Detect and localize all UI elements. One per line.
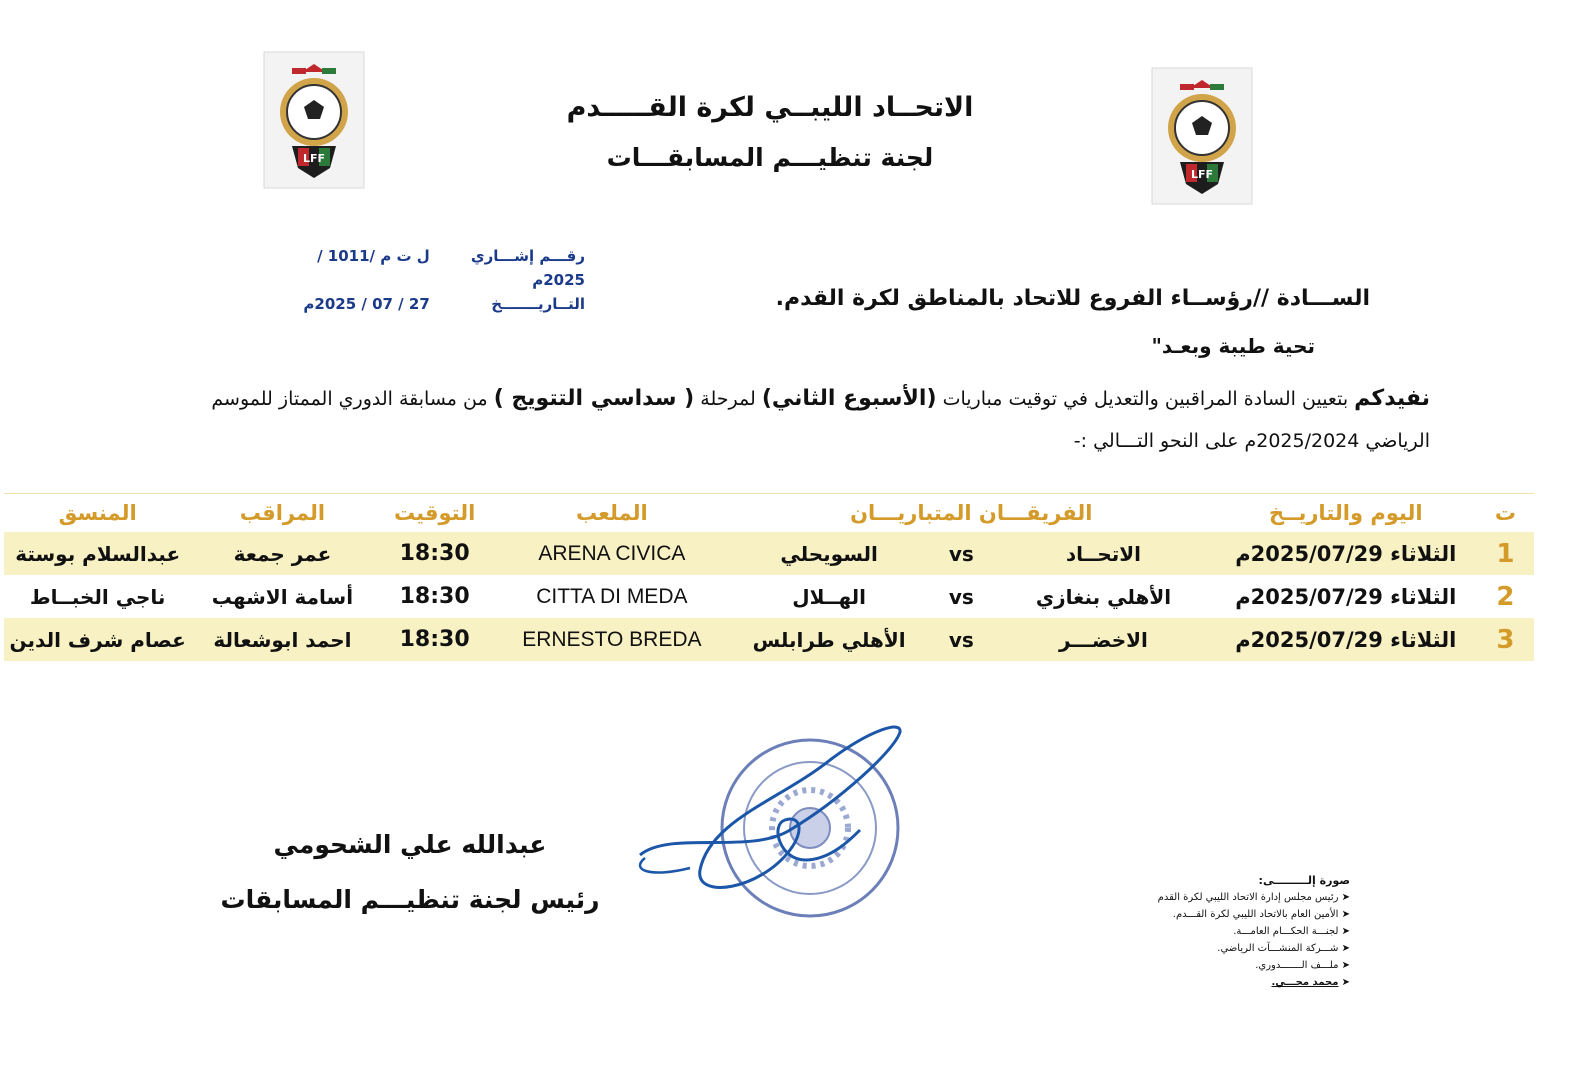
row-date: الثلاثاء 2025/07/29م [1215, 618, 1477, 661]
date-label: التــاريـــــــخ [491, 295, 585, 313]
col-venue: الملعب [496, 494, 728, 533]
cc-item: ➤ رئيس مجلس إدارة الاتحاد الليبي لكرة القدم [1157, 892, 1350, 903]
row-num: 3 [1477, 618, 1534, 661]
logo-text: LFF [302, 152, 326, 165]
cc-item: ➤ الأمين العام بالاتحاد الليبي لكرة القـــدم. [1172, 909, 1350, 920]
para-stage: ( سداسي التتويج ) [493, 386, 695, 411]
lff-logo-right [1150, 66, 1254, 206]
col-date: اليوم والتاريــخ [1215, 494, 1477, 533]
row-num: 2 [1477, 575, 1534, 618]
signatory-title: رئيس لجنة تنظيـــم المسابقات [220, 885, 600, 914]
col-observer: المراقب [191, 494, 373, 533]
row-team1: الاخضـــر [992, 618, 1214, 661]
row-time: 18:30 [374, 618, 496, 661]
cc-item: ➤ ملـــف الـــــــدوري. [1255, 960, 1350, 971]
row-venue: CITTA DI MEDA [496, 575, 728, 618]
row-observer: أسامة الاشهب [191, 575, 373, 618]
table-row [4, 575, 1534, 618]
row-coordinator: ناجي الخبــاط [4, 575, 191, 618]
row-date: الثلاثاء 2025/07/29م [1215, 575, 1477, 618]
signatory-name: عبدالله علي الشحومي [273, 830, 547, 859]
ref-label: رقـــم إشـــاري [470, 247, 585, 265]
para-line2: الرياضي 2025/2024م على النحو التـــالي :- [1073, 430, 1430, 452]
col-num: ت [1477, 494, 1534, 533]
row-time: 18:30 [374, 575, 496, 618]
lff-logo-left [262, 50, 366, 190]
cc-item: ➤ شـــركة المنشـــآت الرياضي. [1217, 943, 1350, 954]
row-team1: الاتحــاد [992, 532, 1214, 575]
ref-value: ل ت م /1011 / 2025م [317, 247, 585, 289]
row-team2: الهــلال [728, 575, 930, 618]
row-coordinator: عبدالسلام بوستة [4, 532, 191, 575]
cc-title: صورة إلـــــــــى: [1258, 874, 1350, 887]
row-venue: ARENA CIVICA [496, 532, 728, 575]
para-part1: بتعيين السادة المراقبين والتعديل في توقيت مباريات [942, 388, 1349, 410]
row-team2: الأهلي طرابلس [728, 618, 930, 661]
table-row [4, 532, 1534, 575]
matches-table [4, 493, 1534, 661]
cc-list [1120, 872, 1350, 991]
greeting: تحية طيبة وبعـد" [1151, 334, 1315, 358]
addressee: الســـادة //رؤســاء الفروع للاتحاد بالمناطق لكرة القدم. [775, 286, 1370, 311]
row-coordinator: عصام شرف الدين [4, 618, 191, 661]
committee-name: لجنة تنظيـــم المسابقـــات [606, 143, 934, 172]
org-name: الاتحــاد الليبــي لكرة القـــــدم [566, 92, 974, 123]
letter-paragraph [90, 378, 1430, 462]
row-vs: vs [930, 618, 992, 661]
row-observer: عمر جمعة [191, 532, 373, 575]
row-date: الثلاثاء 2025/07/29م [1215, 532, 1477, 575]
reference-block [275, 244, 585, 316]
row-vs: vs [930, 532, 992, 575]
row-time: 18:30 [374, 532, 496, 575]
row-team1: الأهلي بنغازي [992, 575, 1214, 618]
row-num: 1 [1477, 532, 1534, 575]
row-team2: السويحلي [728, 532, 930, 575]
para-week: (الأسبوع الثاني) [761, 386, 937, 411]
row-vs: vs [930, 575, 992, 618]
date-value: 27 / 07 / 2025م [303, 295, 430, 313]
table-header-row [4, 494, 1534, 533]
para-lead: نفيدكم [1354, 386, 1430, 411]
col-time: التوقيت [374, 494, 496, 533]
row-venue: ERNESTO BREDA [496, 618, 728, 661]
logo-text: LFF [1190, 168, 1214, 181]
table-row [4, 618, 1534, 661]
para-part2: لمرحلة [700, 388, 756, 410]
stamp-and-signature [630, 720, 910, 940]
col-teams: الفريقـــان المتباريـــان [728, 494, 1215, 533]
col-coordinator: المنسق [4, 494, 191, 533]
row-observer: احمد ابوشعالة [191, 618, 373, 661]
para-part3: من مسابقة الدوري الممتاز للموسم [211, 388, 488, 410]
cc-item: ➤ لجنـــة الحكـــام العامـــة. [1233, 926, 1350, 937]
cc-sender: ➤ محمد محـــي. [1271, 977, 1350, 988]
